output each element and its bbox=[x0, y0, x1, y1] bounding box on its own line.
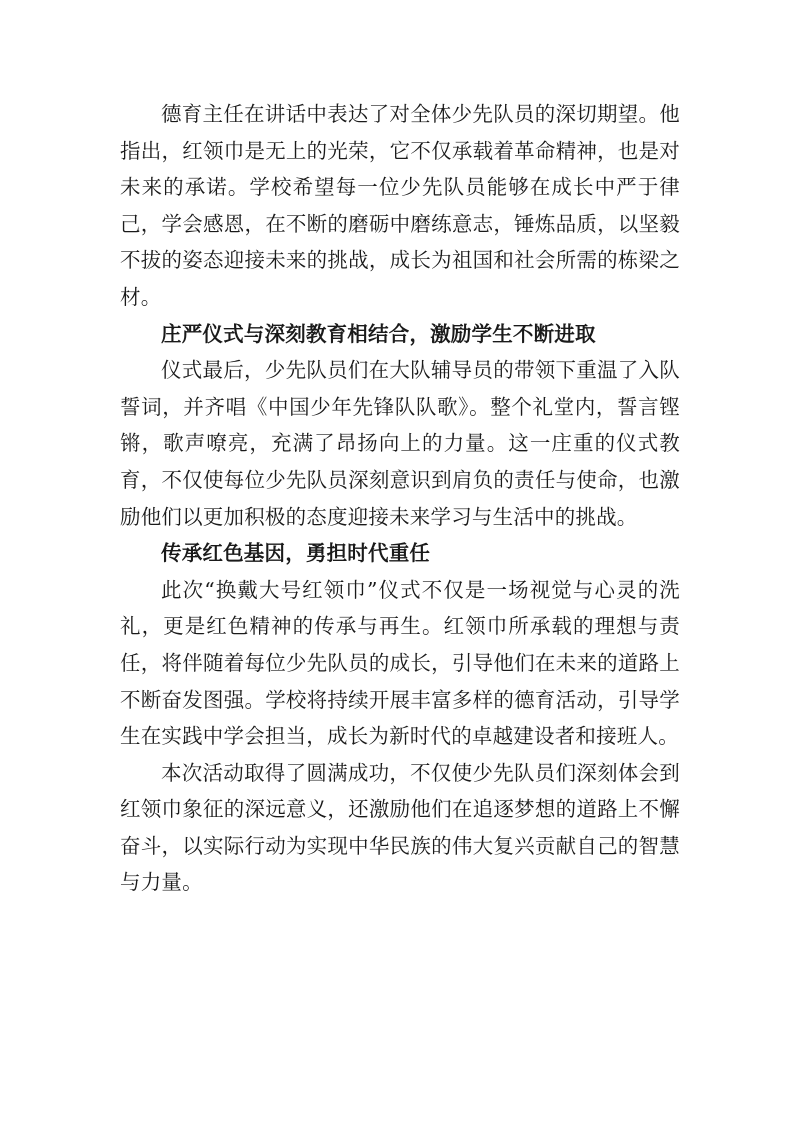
section-heading-red-gene: 传承红色基因，勇担时代重任 bbox=[161, 541, 431, 566]
paragraph-red-gene: 此次“换戴大号红领巾”仪式不仅是一场视觉与心灵的洗礼，更是红色精神的传承与再生。红领巾所承载的理想与责任，将伴随着每位少先队员的成长，引导他们在未来的道路上不断奋发图强。学校将持续开展丰富多样的德育活动，引导学生在实践中学会担当，成长为新时代的卓越建设者和接班人。 bbox=[120, 577, 680, 749]
paragraph-ceremony: 仪式最后，少先队员们在大队辅导员的带领下重温了入队誓词，并齐唱《中国少年先锋队队歌》。整个礼堂内，誓言铿锵，歌声嘹亮，充满了昂扬向上的力量。这一庄重的仪式教育，不仅使每位少先队员深刻意识到肩负的责任与使命，也激励他们以更加积极的态度迎接未来学习与生活中的挑战。 bbox=[120, 358, 680, 529]
paragraph-expectations: 德育主任在讲话中表达了对全体少先队员的深切期望。他指出，红领巾是无上的光荣，它不仅承载着革命精神，也是对未来的承诺。学校希望每一位少先队员能够在成长中严于律己，学会感恩，在不断的磨砺中磨练意志，锤炼品质，以坚毅不拔的姿态迎接未来的挑战，成长为祖国和社会所需的栋梁之材。 bbox=[120, 102, 680, 309]
section-heading-ceremony: 庄严仪式与深刻教育相结合，激励学生不断进取 bbox=[161, 321, 596, 346]
document-page bbox=[120, 96, 680, 901]
paragraph-conclusion: 本次活动取得了圆满成功，不仅使少先队员们深刻体会到红领巾象征的深远意义，还激励他们在追逐梦想的道路上不懈奋斗，以实际行动为实现中华民族的伟大复兴贡献自己的智慧与力量。 bbox=[120, 760, 680, 895]
